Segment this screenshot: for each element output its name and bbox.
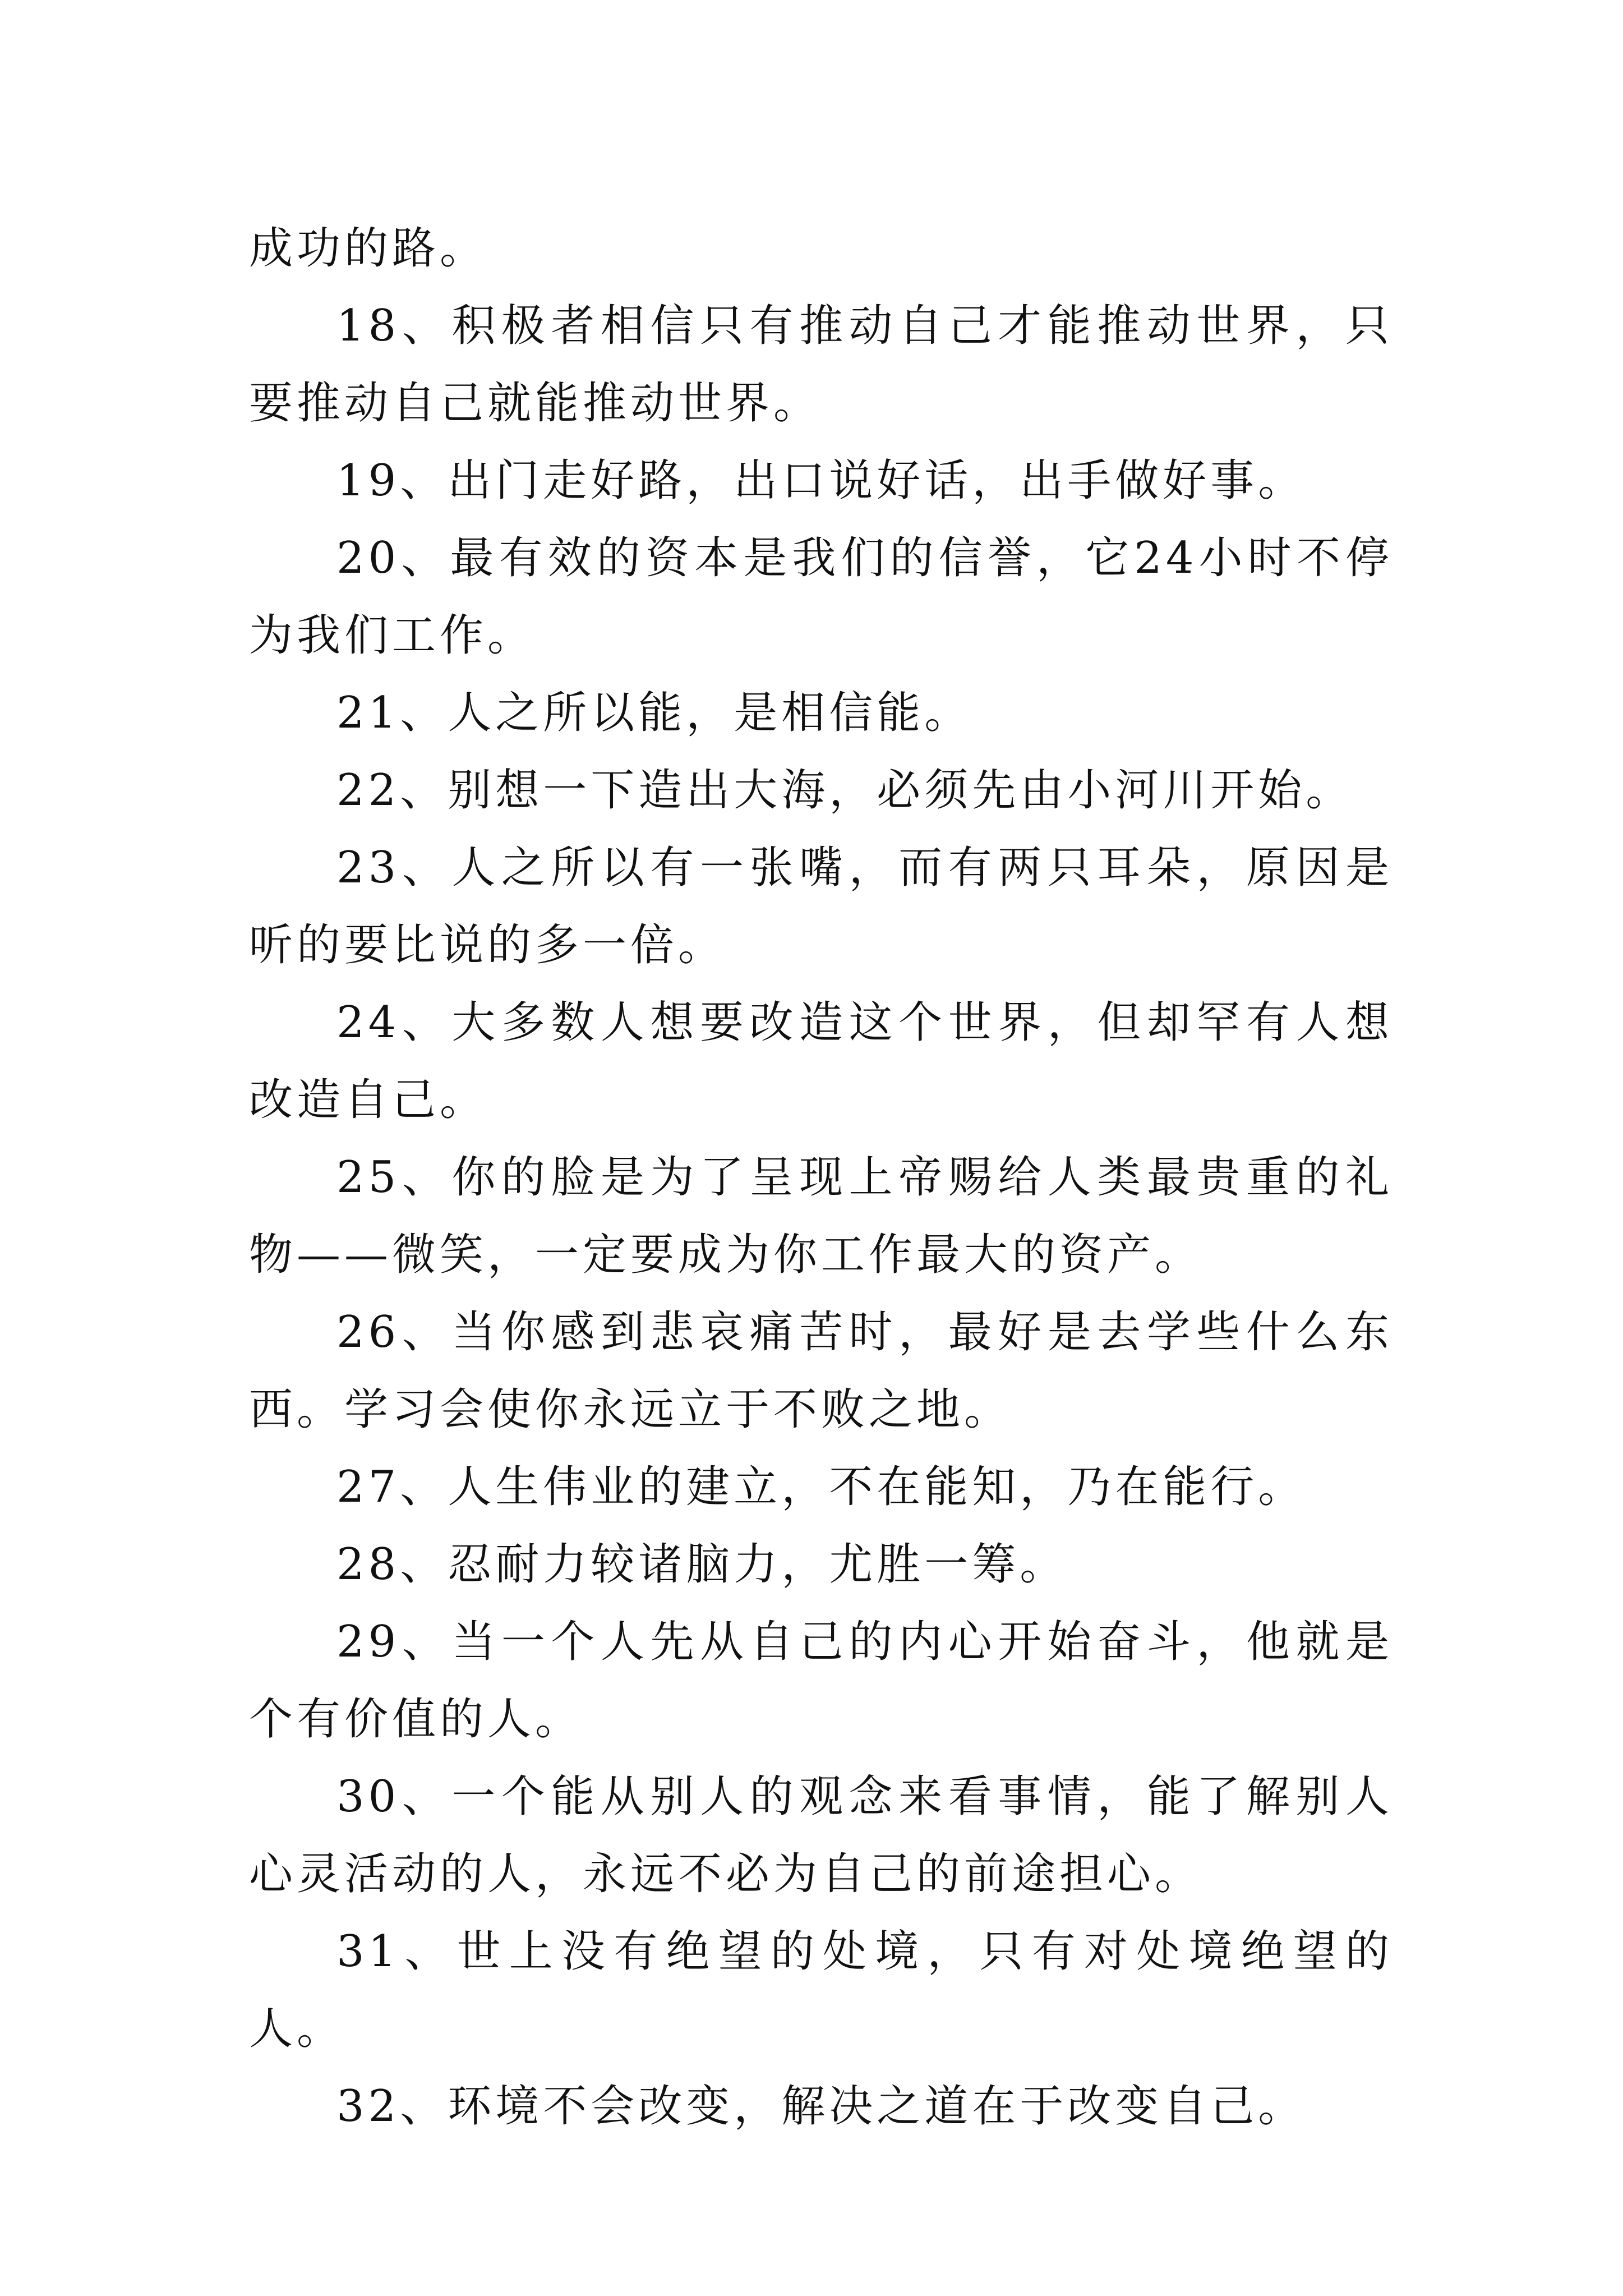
quote-paragraph-30: 30、一个能从别人的观念来看事情，能了解别人心灵活动的人，永远不必为自己的前途担心。: [249, 1772, 1393, 1899]
quote-paragraph-18: 18、积极者相信只有推动自己才能推动世界，只要推动自己就能推动世界。: [249, 301, 1393, 429]
quote-paragraph-31: 31、世上没有绝望的处境，只有对处境绝望的人。: [249, 1926, 1393, 2054]
quote-paragraph-26: 26、当你感到悲哀痛苦时，最好是去学些什么东西。学习会使你永远立于不败之地。: [249, 1307, 1393, 1435]
quote-paragraph-24: 24、大多数人想要改造这个世界，但却罕有人想改造自己。: [249, 997, 1393, 1125]
quote-paragraph-27: 27、人生伟业的建立，不在能知，乃在能行。: [336, 1462, 1306, 1512]
paragraph-continuation: 成功的路。: [249, 223, 488, 274]
quote-paragraph-21: 21、人之所以能，是相信能。: [336, 688, 972, 738]
document-body: [249, 210, 1393, 2145]
quote-paragraph-29: 29、当一个人先从自己的内心开始奋斗，他就是个有价值的人。: [249, 1617, 1393, 1745]
quote-paragraph-28: 28、忍耐力较诸脑力，尤胜一筹。: [336, 1539, 1068, 1590]
quote-paragraph-23: 23、人之所以有一张嘴，而有两只耳朵，原因是听的要比说的多一倍。: [249, 843, 1393, 970]
quote-paragraph-22: 22、别想一下造出大海，必须先由小河川开始。: [336, 765, 1354, 816]
quote-paragraph-19: 19、出门走好路，出口说好话，出手做好事。: [336, 455, 1306, 506]
quote-paragraph-32: 32、环境不会改变，解决之道在于改变自己。: [336, 2081, 1306, 2132]
quote-paragraph-20: 20、最有效的资本是我们的信誉，它24小时不停为我们工作。: [249, 533, 1393, 661]
quote-paragraph-25: 25、你的脸是为了呈现上帝赐给人类最贵重的礼物——微笑，一定要成为你工作最大的资产。: [249, 1152, 1393, 1280]
